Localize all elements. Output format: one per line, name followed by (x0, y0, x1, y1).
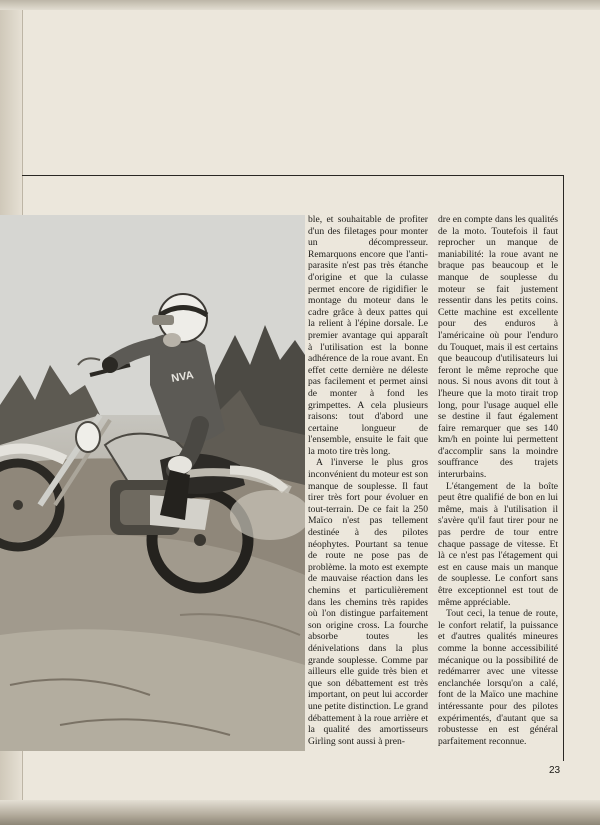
text-column-2 (438, 214, 558, 747)
motorcycle-photo (0, 215, 305, 751)
text-column-1 (308, 214, 428, 747)
paragraph: Tout ceci, la tenue de route, le confort relatif, la puissance et d'autres qualités mineures comme la bonne accessibilité mécanique ou la possibilité de redémarrer avec une vitesse enclanchée lorsqu'on a calé, font de la Maïco une machine intéressante pour des pilotes expérimentés, d'autant que sa robustesse en est général parfaitement reconnue. (438, 608, 558, 747)
page-top-shadow (0, 0, 600, 10)
paragraph: L'étangement de la boîte peut être qualifié de bon en lui même, mais à l'utilisation il s'avère qu'il faut tirer pour ne pas perdre de tour entre chaque passage de vitesse. Et là ce n'est pas l'étagement qui est en cause mais un manque de souplesse. Le confort sans être exceptionnel est tout de même appréciable. (438, 480, 558, 608)
page-bottom-shadow (0, 800, 600, 825)
page-number: 23 (549, 765, 561, 776)
paragraph: A l'inverse le plus gros inconvénient du moteur est son manque de souplesse. Il faut tirer très fort pour évoluer en tout-terrain. De ce fait la 250 Maïco n'est pas tellement destinée à des pilotes néophytes. Pourtant sa tenue de route ne pose pas de problème. la moto est exempte de mauvaise réaction dans les chemins et particulièrement dans les chemins très rapides où l'on distingue parfaitement son origine cross. La fourche absorbe toutes les dénivelations dans la plus grande souplesse. Comme par ailleurs elle guide très bien et que son débattement est très important, on peut lui accorder une petite distinction. Le grand débattement à la roue arrière et la qualité des amortisseurs Girling sont aussi à pren- (308, 457, 428, 747)
paragraph: dre en compte dans les qualités de la moto. Toutefois il faut reprocher un manque de maniabilité: la roue avant ne braque pas beaucoup et le manque de souplesse du moteur se fait justement ressentir dans les petits coins. Cette machine est excellente pour des enduros à l'américaine où pour l'enduro du Touquet, mais il est certains que beaucoup d'utilisateurs lui feront le même reproche que nous. Si nous avons dit tout à l'heure que la moto tirait trop long, pour l'usage auquel elle se destine il faut également faire remarquer que ses 140 km/h en pointe lui permettent d'accomplir sans la moindre souffrance des trajets interurbains. (438, 214, 558, 481)
paragraph: ble, et souhaitable de profiter d'un des filetages pour monter un décompresseur. Remarquons encore que l'anti-parasite n'est pas très étanche d'origine et que la culasse permet encore de rigidifier le montage du moteur dans le cadre grâce à deux pattes qui la relient à l'épine dorsale. Le premier avantage qui apparaît à l'utilisation est la bonne adhérence de la roue avant. En effet cette dernière ne déleste pas facilement et permet ainsi de monter à fond les grimpettes. A cela plusieurs raisons: tout d'abord une certaine longueur de l'ensemble, ensuite le fait que la moto tire très long. (308, 214, 428, 457)
jersey-lettering: NVA (170, 369, 195, 385)
